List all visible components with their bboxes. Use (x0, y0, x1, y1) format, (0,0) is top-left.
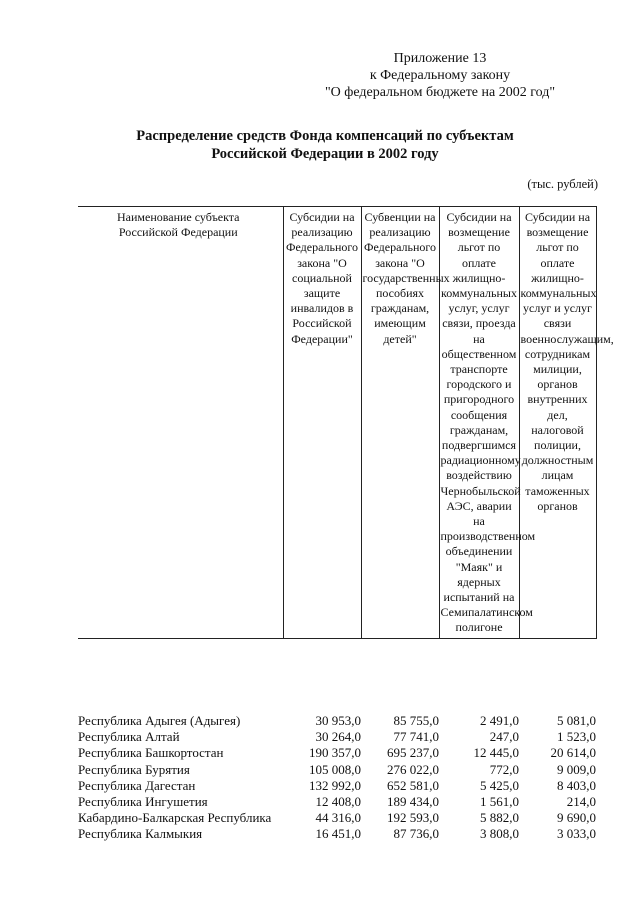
appendix-line-3: "О федеральном бюджете на 2002 год" (324, 85, 556, 100)
service-subsidies-cell: 214,0 (566, 794, 596, 810)
radiation-subsidies-cell: 772,0 (489, 761, 519, 777)
table-row (78, 713, 596, 729)
child-benefits-cell: 652 581,0 (387, 777, 439, 793)
child-benefits-cell: 276 022,0 (387, 761, 439, 777)
disabled-subsidies-cell: 190 357,0 (309, 745, 361, 761)
radiation-subsidies-cell: 1 561,0 (480, 794, 519, 810)
service-subsidies-cell: 5 081,0 (557, 713, 596, 728)
appendix-line-2: к Федеральному закону (369, 68, 511, 83)
table-row (78, 729, 596, 745)
region-name-cell: Республика Ингушетия (78, 794, 208, 810)
column-header-region: Наименование субъекта Российской Федерации (78, 207, 283, 639)
child-benefits-cell: 695 237,0 (387, 745, 439, 761)
radiation-subsidies-cell: 5 425,0 (480, 777, 519, 793)
disabled-subsidies-cell: 105 008,0 (309, 761, 361, 777)
radiation-subsidies-cell: 247,0 (489, 729, 519, 745)
region-name-cell: Республика Башкортостан (78, 745, 224, 761)
service-subsidies-cell: 3 033,0 (557, 826, 596, 842)
disabled-subsidies-cell: 132 992,0 (309, 777, 361, 793)
child-benefits-cell: 189 434,0 (387, 794, 439, 810)
document-title-line-2: Российской Федерации в 2002 году (211, 146, 439, 162)
region-name-cell: Республика Бурятия (78, 761, 190, 777)
disabled-subsidies-cell: 16 451,0 (315, 826, 361, 842)
units-label: (тыс. рублей) (527, 177, 598, 191)
region-name-cell: Республика Алтай (78, 729, 180, 745)
disabled-subsidies-cell: 30 953,0 (315, 713, 361, 728)
table-row (78, 778, 596, 794)
child-benefits-cell: 77 741,0 (393, 729, 439, 745)
radiation-subsidies-cell: 12 445,0 (473, 745, 519, 761)
column-header-child-benefits: Субвенции на реализацию Федерального закона "О государственных пособиях гражданам, имеющим детей" (361, 207, 439, 639)
disabled-subsidies-cell: 30 264,0 (315, 729, 361, 745)
service-subsidies-cell: 8 403,0 (557, 777, 596, 793)
disabled-subsidies-cell: 12 408,0 (315, 794, 361, 810)
table-row (78, 810, 596, 826)
region-name-cell: Кабардино-Балкарская Республика (78, 810, 272, 826)
table-row (78, 826, 596, 842)
column-header-service-subsidies: Субсидии на возмещение льгот по оплате жилищно-коммунальных услуг и услуг связи военнослужащим, сотрудникам милиции, органов внутренних дел, налоговой полиции, должностным лицам таможенных органов (519, 207, 596, 639)
region-name-cell: Республика Калмыкия (78, 826, 203, 842)
data-table (78, 713, 596, 843)
document-title-line-1: Распределение средств Фонда компенсаций по субъектам (136, 128, 514, 144)
appendix-line-1: Приложение 13 (393, 51, 487, 66)
appendix-block (300, 50, 580, 101)
disabled-subsidies-cell: 44 316,0 (315, 810, 361, 826)
region-name-cell: Республика Адыгея (Адыгея) (78, 713, 241, 728)
table-row (78, 762, 596, 778)
table-row (78, 745, 596, 761)
table-header (78, 206, 614, 639)
radiation-subsidies-cell: 2 491,0 (480, 713, 519, 728)
service-subsidies-cell: 9 009,0 (557, 761, 596, 777)
column-header-disabled-subsidies: Субсидии на реализацию Федерального закона "О социальной защите инвалидов в Российской Федерации" (283, 207, 361, 639)
child-benefits-cell: 85 755,0 (393, 713, 439, 728)
service-subsidies-cell: 1 523,0 (557, 729, 596, 745)
service-subsidies-cell: 9 690,0 (557, 810, 596, 826)
radiation-subsidies-cell: 3 808,0 (480, 826, 519, 842)
child-benefits-cell: 192 593,0 (387, 810, 439, 826)
document-title (110, 127, 540, 163)
column-header-radiation-subsidies: Субсидии на возмещение льгот по оплате жилищно-коммунальных услуг, услуг связи, проезда на общественном транспорте городского и пригородного сообщения гражданам, подвергшимся радиационному воздействию Чернобыльской АЭС, аварии на производственном объединении "Маяк" и ядерных испытаний на Семипалатинском полигоне (439, 207, 519, 639)
radiation-subsidies-cell: 5 882,0 (480, 810, 519, 826)
child-benefits-cell: 87 736,0 (393, 826, 439, 842)
service-subsidies-cell: 20 614,0 (550, 745, 596, 761)
region-name-cell: Республика Дагестан (78, 777, 196, 793)
table-row (78, 794, 596, 810)
